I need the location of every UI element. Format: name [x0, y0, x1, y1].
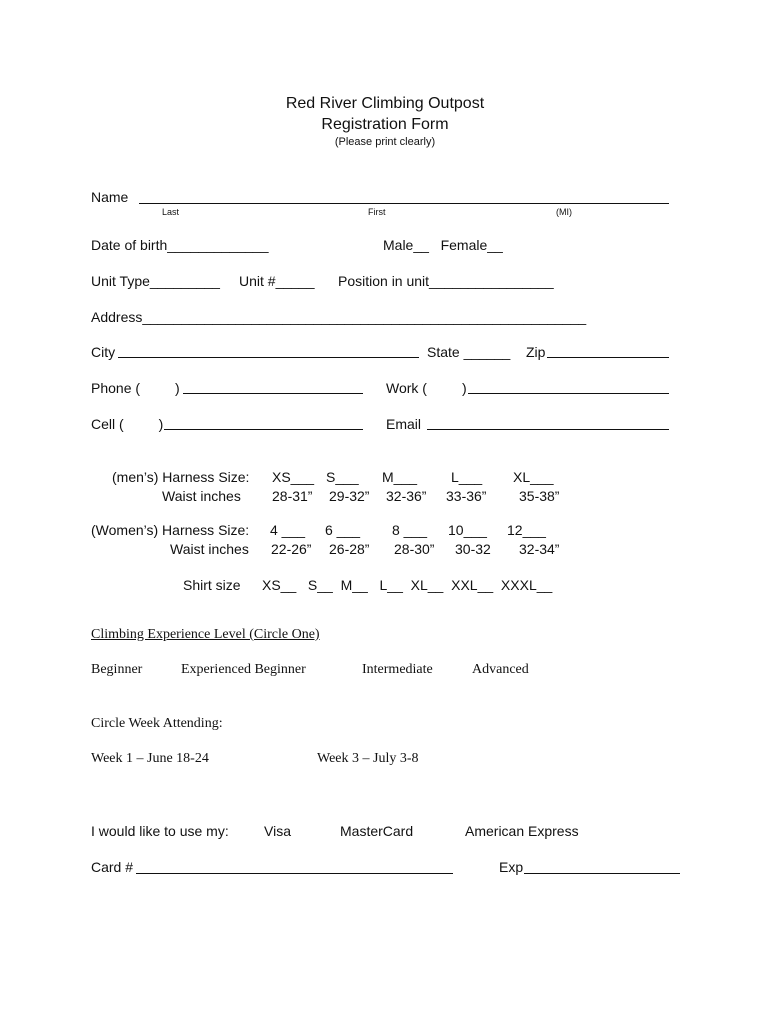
email-field[interactable]	[427, 429, 669, 430]
mens-waist-value: 35-38”	[519, 488, 560, 504]
city-label: City	[91, 344, 116, 360]
experience-heading: Climbing Experience Level (Circle One)	[91, 627, 320, 642]
experience-option-intermediate[interactable]: Intermediate	[362, 662, 433, 677]
shirt-size-label: Shirt size	[183, 577, 241, 593]
week-option-1[interactable]: Week 1 – June 18-24	[91, 751, 209, 766]
womens-size-option[interactable]: 8 ___	[392, 522, 428, 538]
gender-field[interactable]: Male__ Female__	[383, 237, 503, 253]
mens-size-option[interactable]: XL___	[513, 469, 554, 485]
phone-label: Phone ( )	[91, 380, 180, 396]
experience-option-advanced[interactable]: Advanced	[472, 662, 529, 677]
form-title-line2: Registration Form	[321, 116, 449, 133]
womens-waist-label: Waist inches	[170, 541, 249, 557]
payment-option-visa[interactable]: Visa	[264, 823, 291, 839]
experience-option-experienced-beginner[interactable]: Experienced Beginner	[181, 662, 306, 677]
mens-size-option[interactable]: S___	[326, 469, 359, 485]
womens-waist-value: 32-34”	[519, 541, 560, 557]
unit-type-field[interactable]: Unit Type_________	[91, 273, 220, 289]
card-number-label: Card #	[91, 859, 134, 875]
mens-size-option[interactable]: M___	[382, 469, 418, 485]
city-field[interactable]	[118, 357, 419, 358]
mens-waist-value: 33-36”	[446, 488, 487, 504]
form-title-line1: Red River Climbing Outpost	[285, 95, 485, 112]
womens-waist-value: 30-32	[455, 541, 491, 557]
zip-label: Zip	[526, 344, 546, 360]
mens-size-option[interactable]: XS___	[272, 469, 315, 485]
name-hint-last: Last	[162, 207, 180, 217]
mens-waist-label: Waist inches	[162, 488, 241, 504]
payment-option-mastercard[interactable]: MasterCard	[340, 823, 414, 839]
card-number-field[interactable]	[136, 873, 453, 874]
womens-size-option[interactable]: 6 ___	[325, 522, 361, 538]
work-phone-field[interactable]	[468, 393, 669, 394]
work-label: Work ( )	[386, 380, 467, 396]
payment-label: I would like to use my:	[91, 823, 229, 839]
mens-size-option[interactable]: L___	[451, 469, 483, 485]
cell-label: Cell ( )	[91, 416, 164, 432]
womens-waist-value: 28-30”	[394, 541, 435, 557]
womens-size-option[interactable]: 12___	[507, 522, 546, 538]
mens-waist-value: 32-36”	[386, 488, 427, 504]
phone-field[interactable]	[183, 393, 363, 394]
mens-waist-value: 28-31”	[272, 488, 313, 504]
address-field[interactable]: Address_________________________________________________________	[91, 309, 587, 325]
womens-size-option[interactable]: 4 ___	[270, 522, 306, 538]
mens-harness-label: (men’s) Harness Size:	[112, 469, 250, 485]
week-option-3[interactable]: Week 3 – July 3-8	[317, 751, 419, 766]
womens-waist-value: 26-28”	[329, 541, 370, 557]
experience-option-beginner[interactable]: Beginner	[91, 662, 143, 677]
mens-waist-value: 29-32”	[329, 488, 370, 504]
week-heading: Circle Week Attending:	[91, 716, 223, 731]
position-field[interactable]: Position in unit________________	[338, 273, 554, 289]
state-field[interactable]: State ______	[427, 344, 511, 360]
name-field[interactable]	[139, 203, 669, 204]
name-hint-first: First	[368, 207, 386, 217]
name-label: Name	[91, 189, 129, 205]
exp-field[interactable]	[524, 873, 680, 874]
email-label: Email	[386, 416, 422, 432]
payment-option-amex[interactable]: American Express	[465, 823, 579, 839]
form-subtitle: (Please print clearly)	[334, 136, 436, 148]
exp-label: Exp	[499, 859, 524, 875]
womens-waist-value: 22-26”	[271, 541, 312, 557]
zip-field[interactable]	[547, 357, 669, 358]
cell-field[interactable]	[164, 429, 363, 430]
shirt-size-options[interactable]: XS__ S__ M__ L__ XL__ XXL__ XXXL__	[262, 577, 553, 593]
dob-field[interactable]: Date of birth_____________	[91, 237, 269, 253]
womens-size-option[interactable]: 10___	[448, 522, 487, 538]
name-hint-mi: (MI)	[556, 207, 572, 217]
unit-number-field[interactable]: Unit #_____	[239, 273, 315, 289]
womens-harness-label: (Women’s) Harness Size:	[91, 522, 250, 538]
